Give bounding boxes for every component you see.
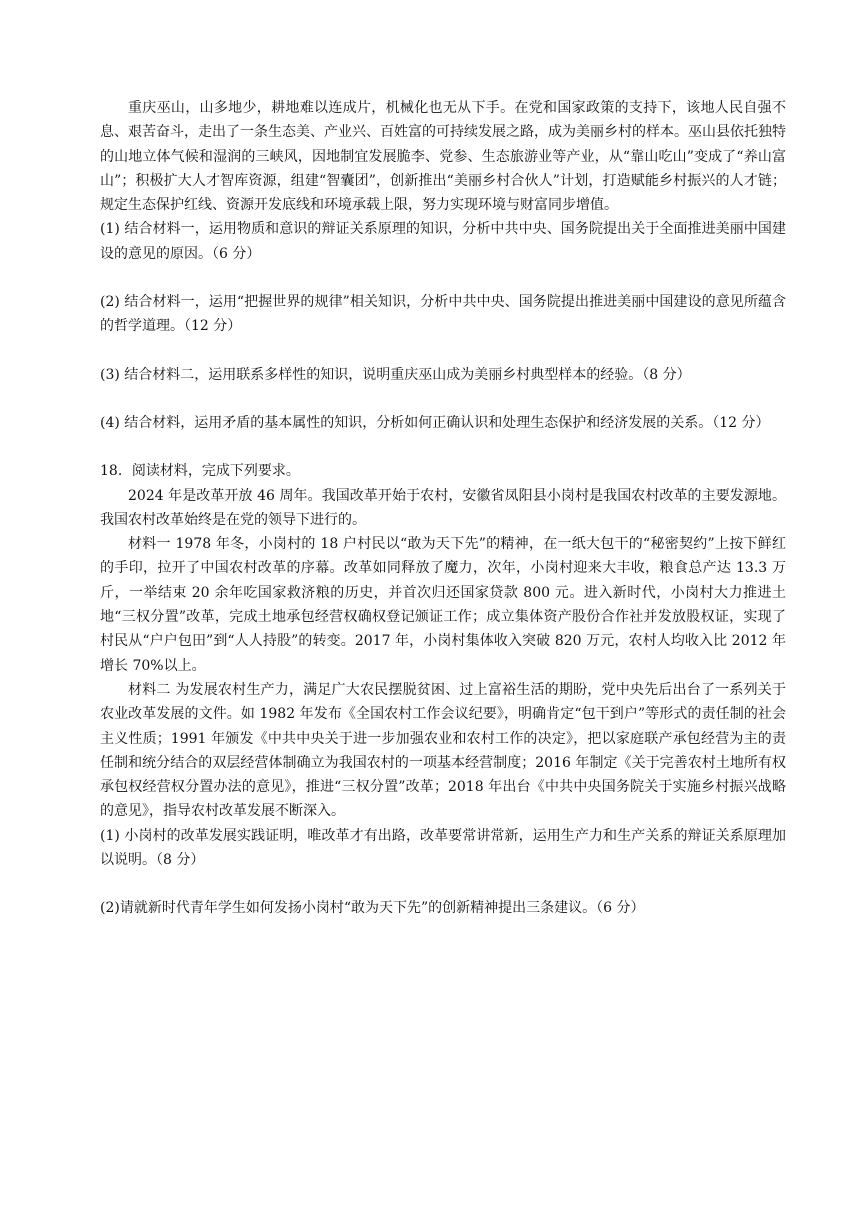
q18-stem: 18．阅读材料，完成下列要求。 bbox=[100, 463, 300, 480]
q18-sub1: (1) 小岗村的改革发展实践证明，唯改革才有出路，改革要常讲常新，运用生产力和生产关系的辩证关系原理加以说明。（8 分） bbox=[100, 827, 786, 869]
q17-sub1: (1) 结合材料一，运用物质和意识的辩证关系原理的知识，分析中共中央、国务院提出关于全面推进美丽中国建设的意见的原因。（6 分） bbox=[100, 221, 786, 262]
q18-intro: 2024 年是改革开放 46 周年。我国改革开始于农村，安徽省凤阳县小岗村是我国农村改革的主要发源地。我国农村改革始终是在党的领导下进行的。 bbox=[100, 487, 786, 528]
q17-sub3: (3) 结合材料二，运用联系多样性的知识，说明重庆巫山成为美丽乡村典型样本的经验。（8 分） bbox=[100, 366, 691, 383]
exam-page bbox=[100, 96, 786, 921]
q18-material2: 材料二 为发展农村生产力，满足广大农民摆脱贫困、过上富裕生活的期盼，党中央先后出台了一系列关于农业改革发展的文件。如 1982 年发布《全国农村工作会议纪要》，明确肯定“包干到户”等形式的责任制的社会主义性质；1991 年颁发《中共中央关于进一步加强农业和农村工作的决定》，把以家庭联产承包经营为主的责任制和统分结合的双层经营体制确立为我国农村的一项基本经营制度；2016 年制定《关于完善农村土地所有权承包权经营权分置办法的意见》，推进“三权分置”改革；2018 年出台《中共中央国务院关于实施乡村振兴战略的意见》，指导农村改革发展不断深入。 bbox=[100, 681, 786, 820]
q17-sub4: (4) 结合材料，运用矛盾的基本属性的知识，分析如何正确认识和处理生态保护和经济发展的关系。（12 分） bbox=[100, 414, 770, 431]
q18-material1: 材料一 1978 年冬，小岗村的 18 户村民以“敢为天下先”的精神，在一纸大包干的“秘密契约”上按下鲜红的手印，拉开了中国农村改革的序幕。改革如同释放了魔力，次年，小岗村迎来大丰收，粮食总产达 13.3 万斤，一举结束 20 余年吃国家救济粮的历史，并首次归还国家贷款 800 元。进入新时代，小岗村大力推进土地“三权分置”改革，完成土地承包经营权确权登记颁证工作；成立集体资产股份合作社并发放股权证，实现了村民从“户户包田”到“人人持股”的转变。2017 年，小岗村集体收入突破 820 万元，农村人均收入比 2012 年增长 70%以上。 bbox=[100, 536, 786, 674]
q17-sub2: (2) 结合材料一，运用“把握世界的规律”相关知识，分析中共中央、国务院提出推进美丽中国建设的意见所蕴含的哲学道理。（12 分） bbox=[100, 294, 786, 335]
material-wushan-paragraph: 重庆巫山，山多地少，耕地难以连成片，机械化也无从下手。在党和国家政策的支持下，该地人民自强不息、艰苦奋斗，走出了一条生态美、产业兴、百姓富的可持续发展之路，成为美丽乡村的样本。巫山县依托独特的山地立体气候和湿润的三峡风，因地制宜发展脆李、党参、生态旅游业等产业，从“靠山吃山”变成了“养山富山”；积极扩大人才智库资源，组建“智囊团”，创新推出“美丽乡村合伙人”计划，打造赋能乡村振兴的人才链；规定生态保护红线、资源开发底线和环境承载上限，努力实现环境与财富同步增值。 bbox=[100, 100, 786, 214]
q18-sub2: (2)请就新时代青年学生如何发扬小岗村“敢为天下先”的创新精神提出三条建议。（6 分） bbox=[100, 900, 645, 917]
